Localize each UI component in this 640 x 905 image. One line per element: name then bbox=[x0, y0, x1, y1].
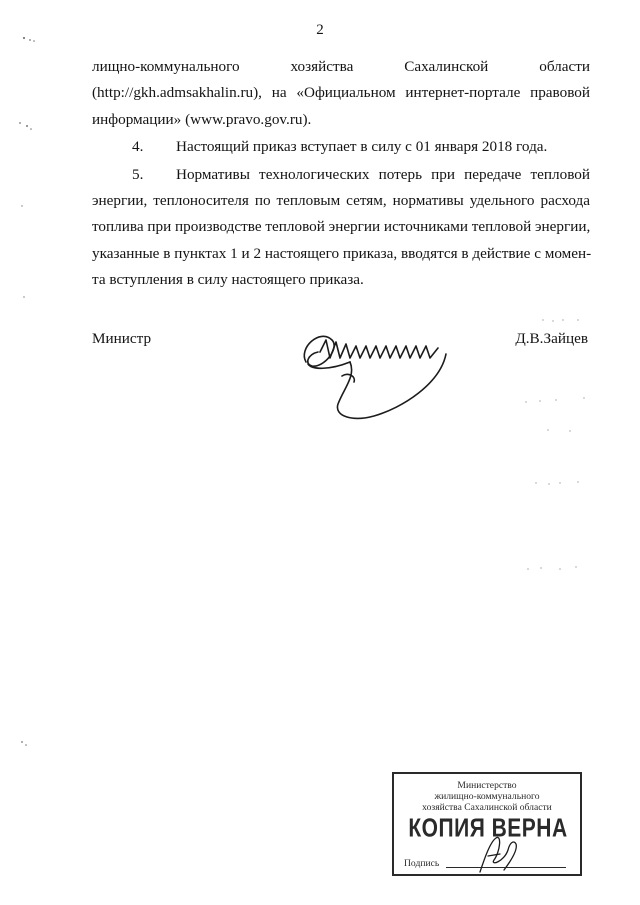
item-5-line-2: энергии, теплоносителя по тепловым сетям, нормативы удельного расхода bbox=[92, 192, 590, 209]
copy-certified-stamp bbox=[392, 772, 582, 876]
stamp-handwritten-signature bbox=[474, 832, 522, 876]
signatory-role: Министр bbox=[92, 330, 152, 347]
paragraph-continuation-line-3: информации» (www.pravo.gov.ru). bbox=[92, 111, 312, 128]
handwritten-signature bbox=[290, 318, 460, 430]
paragraph-continuation-line-1: лищно-коммунального хозяйства Сахалинской области bbox=[92, 58, 590, 75]
item-4-number: 4. bbox=[132, 138, 144, 155]
stamp-org-line-1: Министерство bbox=[457, 780, 517, 791]
item-5-line-3: топлива при производстве тепловой энергии источниками тепловой энергии, bbox=[92, 218, 591, 235]
stamp-title: КОПИЯ ВЕРНА bbox=[408, 814, 568, 843]
paragraph-continuation-line-2: (http://gkh.admsakhalin.ru), на «Официальном интернет-портале правовой bbox=[92, 84, 590, 101]
page-number: 2 bbox=[316, 22, 324, 38]
item-4-text: Настоящий приказ вступает в силу с 01 января 2018 года. bbox=[176, 138, 548, 155]
signatory-name: Д.В.Зайцев bbox=[515, 330, 588, 347]
stamp-signature-label: Подпись bbox=[404, 858, 440, 869]
item-5-number: 5. bbox=[132, 166, 144, 183]
stamp-org-line-2: жилищно-коммунального bbox=[434, 791, 540, 802]
item-5-text-start: Нормативы технологических потерь при передаче тепловой bbox=[176, 166, 590, 183]
item-5-line-5: та вступления в силу настоящего приказа. bbox=[92, 271, 364, 288]
stamp-org-line-3: хозяйства Сахалинской области bbox=[422, 802, 552, 813]
item-5-line-4: указанные в пунктах 1 и 2 настоящего приказа, вводятся в действие с момен- bbox=[92, 245, 592, 262]
